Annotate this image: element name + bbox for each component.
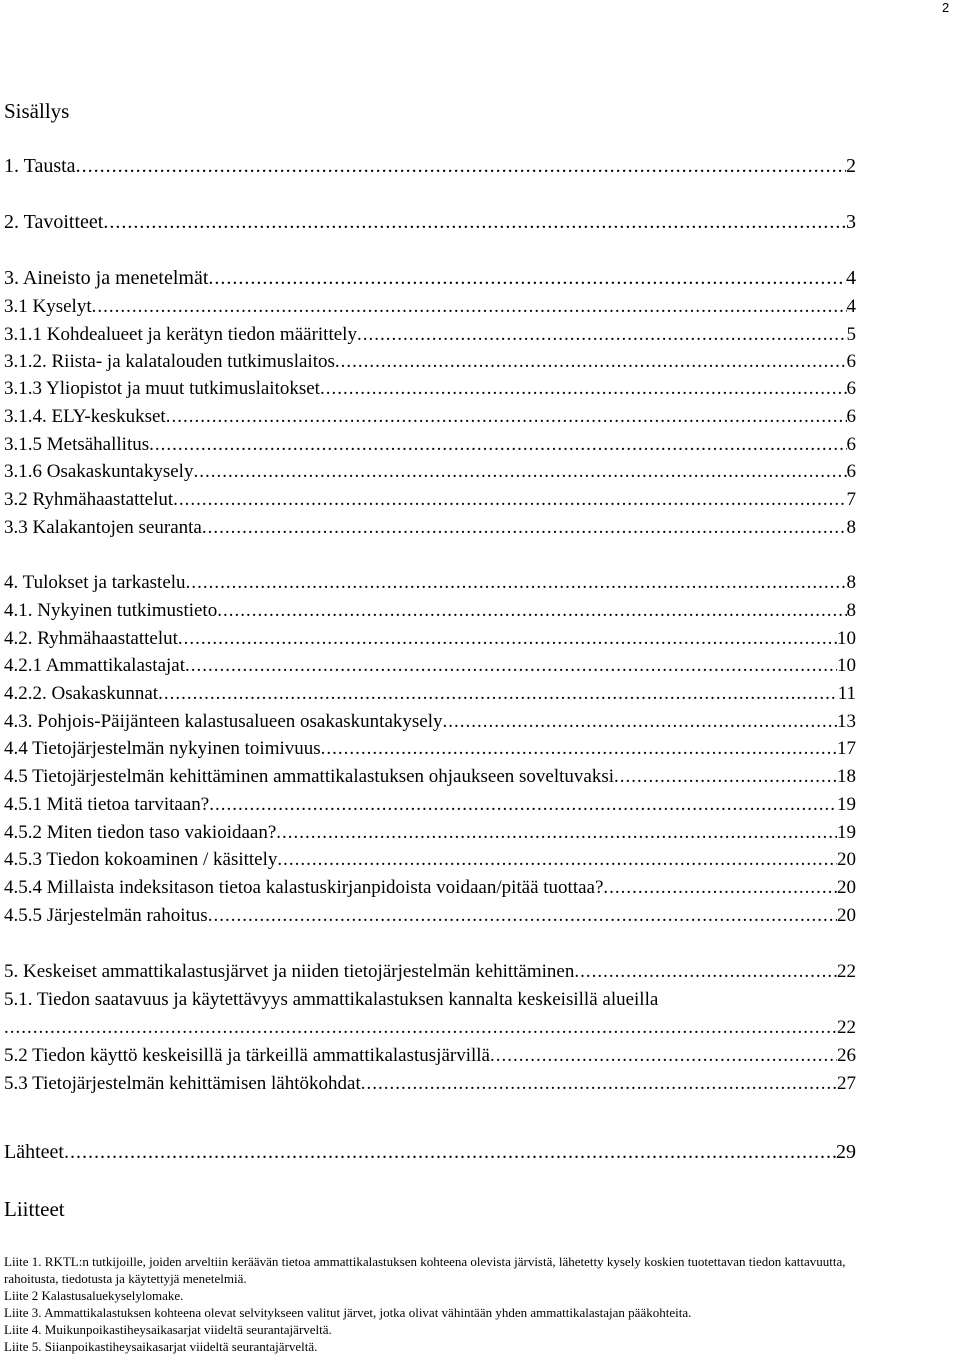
toc-entry-title: 1. Tausta <box>4 155 76 177</box>
toc-leader <box>173 487 846 513</box>
toc-entry-title: 4.4 Tietojärjestelmän nykyinen toimivuus <box>4 738 321 759</box>
toc-entry-page: 26 <box>837 1045 856 1066</box>
toc-entry[interactable] <box>4 764 856 790</box>
toc-leader <box>603 875 837 901</box>
appendix-item: Liite 1. RKTL:n tutkijoille, joiden arveltiin keräävän tietoa ammattikalastuksen kohteena olevista järvistä, lähetetty kysely koskien tuotettavan tiedon kattavuutta, rahoitusta, tiedotusta ja käytettyjä menetelmiä. <box>4 1254 846 1286</box>
toc-entry[interactable] <box>4 153 856 179</box>
toc-leader <box>149 432 846 458</box>
toc-heading: Sisällys <box>4 99 70 123</box>
toc-entry-page: 2 <box>846 155 856 177</box>
toc-leader <box>208 265 846 291</box>
toc-entry[interactable] <box>4 1071 856 1097</box>
toc-leader <box>277 847 837 873</box>
toc-entry-page: 10 <box>837 628 856 649</box>
toc-entry[interactable] <box>4 570 856 596</box>
toc-entry-title: 4.5.1 Mitä tietoa tarvitaan? <box>4 794 210 815</box>
toc-entry-page: 6 <box>846 406 856 427</box>
toc-entry-title: 4.5.4 Millaista indeksitason tietoa kalastuskirjanpidoista voidaan/pitää tuottaa? <box>4 877 604 898</box>
toc-entry-wrapped-title[interactable]: 5.1. Tiedon saatavuus ja käytettävyys ammattikalastuksen kannalta keskeisillä alueilla <box>4 989 659 1010</box>
toc-entry-title: 4. Tulokset ja tarkastelu <box>4 572 186 593</box>
toc-entry-title: 4.5.5 Järjestelmän rahoitus <box>4 905 208 926</box>
toc-entry[interactable] <box>4 847 856 873</box>
toc-entry-wrapped-leader[interactable] <box>4 1015 856 1041</box>
toc-leader <box>276 820 837 846</box>
toc-entry-page: 8 <box>846 517 856 538</box>
toc-entry[interactable] <box>4 294 856 320</box>
toc-entry-title: 4.2.2. Osakaskunnat <box>4 683 159 704</box>
toc-entry-page: 13 <box>837 711 856 732</box>
toc-entry-page: 11 <box>837 683 856 704</box>
toc-entry-page: 6 <box>846 351 856 372</box>
toc-leader <box>443 709 838 735</box>
toc-entry[interactable] <box>4 1139 856 1165</box>
toc-entry[interactable] <box>4 404 856 430</box>
toc-entry[interactable] <box>4 875 856 901</box>
toc-leader <box>357 322 847 348</box>
toc-entry-title: 4.2.1 Ammattikalastajat <box>4 655 185 676</box>
toc-entry-page: 27 <box>837 1073 856 1094</box>
toc-entry[interactable] <box>4 432 856 458</box>
appendix-item: Liite 2 Kalastusaluekyselylomake. <box>4 1288 184 1303</box>
toc-leader <box>92 294 847 320</box>
toc-entry-title: 3.1.6 Osakaskuntakysely <box>4 461 194 482</box>
toc-entry[interactable] <box>4 515 856 541</box>
toc-leader <box>217 598 846 624</box>
page-number: 2 <box>942 0 950 15</box>
toc-entry-page: 8 <box>846 572 856 593</box>
toc-entry-title: 3.3 Kalakantojen seuranta <box>4 517 202 538</box>
toc-entry-page: 6 <box>846 378 856 399</box>
toc-entry-page: 4 <box>846 267 856 289</box>
toc-entry-page: 4 <box>846 296 856 317</box>
toc-entry-page: 22 <box>837 1017 856 1038</box>
toc-leader <box>103 209 846 235</box>
toc-entry[interactable] <box>4 598 856 624</box>
toc-entry-page: 7 <box>846 489 856 510</box>
toc-entry-page: 29 <box>836 1141 856 1163</box>
toc-entry-title: Lähteet <box>4 1141 64 1163</box>
toc-entry[interactable] <box>4 653 856 679</box>
toc-leader <box>193 459 846 485</box>
toc-entry-title: 3.1.2. Riista- ja kalatalouden tutkimuslaitos <box>4 351 335 372</box>
toc-entry-title: 4.5.3 Tiedon kokoaminen / käsittely <box>4 849 278 870</box>
toc-entry-title: 4.3. Pohjois-Päijänteen kalastusalueen osakaskuntakysely <box>4 711 443 732</box>
toc-entry-title: 4.1. Nykyinen tutkimustieto <box>4 600 218 621</box>
toc-entry-page: 6 <box>846 461 856 482</box>
toc-leader <box>158 681 838 707</box>
toc-leader <box>166 404 847 430</box>
toc-entry-page: 20 <box>837 849 856 870</box>
toc-entry-title: 3.1 Kyselyt <box>4 296 92 317</box>
toc-leader <box>335 349 847 375</box>
toc-leader <box>574 959 837 985</box>
toc-leader <box>490 1043 837 1069</box>
toc-entry[interactable] <box>4 903 856 929</box>
appendix-heading: Liitteet <box>4 1197 65 1221</box>
appendix-item: Liite 5. Siianpoikastiheysaikasarjat viideltä seurantajärveltä. <box>4 1339 318 1354</box>
toc-leader <box>361 1071 837 1097</box>
toc-entry-title: 3.1.4. ELY-keskukset <box>4 406 166 427</box>
toc-entry-page: 6 <box>846 434 856 455</box>
toc-leader <box>208 903 837 929</box>
toc-entry-page: 5 <box>846 324 856 345</box>
toc-entry-page: 10 <box>837 655 856 676</box>
toc-leader <box>178 626 837 652</box>
toc-entry-page: 3 <box>846 211 856 233</box>
toc-entry[interactable] <box>4 792 856 818</box>
appendix-item: Liite 4. Muikunpoikastiheysaikasarjat viideltä seurantajärveltä. <box>4 1322 332 1337</box>
toc-entry-page: 22 <box>837 961 856 982</box>
toc-entry-title: 5.3 Tietojärjestelmän kehittämisen lähtökohdat <box>4 1073 361 1094</box>
toc-entry[interactable] <box>4 736 856 762</box>
toc-entry[interactable] <box>4 1043 856 1069</box>
toc-entry[interactable] <box>4 626 856 652</box>
toc-entry[interactable] <box>4 959 856 985</box>
toc-leader <box>185 653 837 679</box>
toc-entry-page: 20 <box>837 877 856 898</box>
toc-leader <box>186 570 847 596</box>
toc-entry-page: 18 <box>837 766 856 787</box>
toc-entry[interactable] <box>4 709 856 735</box>
toc-entry-page: 8 <box>846 600 856 621</box>
toc-entry-page: 20 <box>837 905 856 926</box>
toc-entry-page: 17 <box>837 738 856 759</box>
toc-entry[interactable] <box>4 820 856 846</box>
toc-entry-title: 4.5 Tietojärjestelmän kehittäminen ammattikalastuksen ohjaukseen soveltuvaksi <box>4 766 614 787</box>
toc-entry-title: 4.5.2 Miten tiedon taso vakioidaan? <box>4 822 277 843</box>
toc-leader <box>64 1139 836 1165</box>
toc-leader <box>202 515 847 541</box>
toc-leader <box>209 792 837 818</box>
toc-entry[interactable] <box>4 681 856 707</box>
toc-entry-title: 3.2 Ryhmähaastattelut <box>4 489 174 510</box>
toc-leader <box>320 376 847 402</box>
toc-entry[interactable] <box>4 209 856 235</box>
toc-entry-title: 3.1.3 Yliopistot ja muut tutkimuslaitokset <box>4 378 320 399</box>
toc-entry-title: 3.1.5 Metsähallitus <box>4 434 150 455</box>
toc-entry-title: 4.2. Ryhmähaastattelut <box>4 628 178 649</box>
toc-entry[interactable] <box>4 459 856 485</box>
toc-entry-page: 19 <box>837 794 856 815</box>
toc-leader <box>321 736 837 762</box>
toc-entry[interactable] <box>4 487 856 513</box>
toc-entry-title: 3. Aineisto ja menetelmät <box>4 267 209 289</box>
toc-entry-title: 2. Tavoitteet <box>4 211 104 233</box>
appendix-list <box>4 1253 884 1355</box>
toc-leader <box>76 153 846 179</box>
toc-entry-title: 5. Keskeiset ammattikalastusjärvet ja niiden tietojärjestelmän kehittäminen <box>4 961 575 982</box>
toc-entry[interactable] <box>4 265 856 291</box>
toc-entry[interactable] <box>4 349 856 375</box>
toc-leader <box>4 1015 837 1041</box>
toc-entry-title: 3.1.1 Kohdealueet ja kerätyn tiedon määrittely <box>4 324 357 345</box>
appendix-item: Liite 3. Ammattikalastuksen kohteena olevat selvitykseen valitut järvet, jotka olivat vähintään yhden ammattikalastajan pääkohteita. <box>4 1305 692 1320</box>
toc-entry-title: 5.2 Tiedon käyttö keskeisillä ja tärkeillä ammattikalastusjärvillä <box>4 1045 490 1066</box>
toc-entry[interactable] <box>4 376 856 402</box>
toc-entry-page: 19 <box>837 822 856 843</box>
toc-entry[interactable] <box>4 322 856 348</box>
toc-leader <box>614 764 837 790</box>
